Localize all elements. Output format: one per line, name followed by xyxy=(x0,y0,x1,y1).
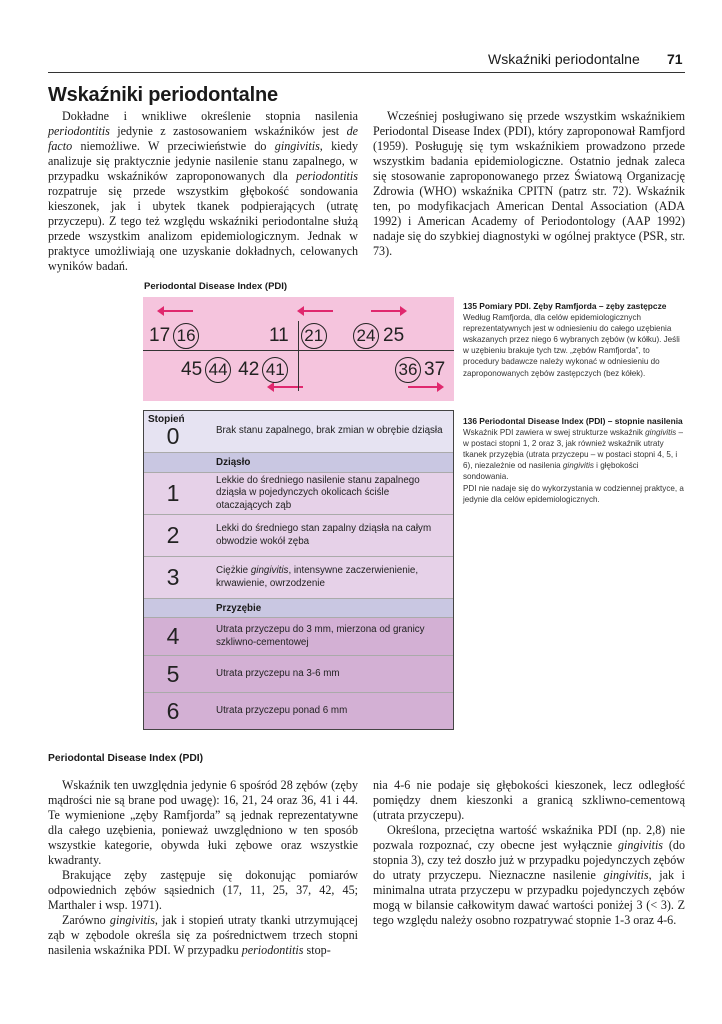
desc-2: Lekki do średniego stan zapalny dziąsła na całym obwodzie wokół zęba xyxy=(216,523,432,547)
table-row-2 xyxy=(144,514,453,556)
upper-right-teeth xyxy=(353,323,404,349)
lower-right-teeth xyxy=(395,357,445,383)
score-1: 1 xyxy=(166,480,180,506)
arrow-right-upper-right xyxy=(371,310,401,312)
page-title: Wskaźniki periodontalne xyxy=(48,84,278,106)
caption-135-body: Według Ramfjorda, dla celów epidemiologicznych reprezentatywnych jest w odniesieniu do całego uzębienia wskazanych przez niego 6 wybranych zębów (w kółku). Jeśli w uzębieniu brakuje tych tzw. „zębów Ramfjorda”, to procedury badawcze należy wykonać w odniesieniu do zaproponowanych zębów zastępczych (bez kółek). xyxy=(463,313,680,378)
body-right-paragraph-1: nia 4-6 nie podaje się głębokości kieszonek, lecz odległość pomiędzy dnem kieszonki a granicą szkliwno-cementową (utrata przyczepu). xyxy=(373,778,685,822)
arrow-left-upper-mid xyxy=(303,310,333,312)
header-rule xyxy=(48,72,685,73)
table-row-4 xyxy=(144,617,453,655)
caption-136-heading: 136 Periodontal Disease Index (PDI) – stopnie nasilenia xyxy=(463,416,683,426)
score-2: 2 xyxy=(166,522,180,548)
tooth-25: 25 xyxy=(383,325,405,346)
upper-mid-teeth xyxy=(269,323,327,349)
pdi-tooth-diagram xyxy=(143,297,454,401)
tooth-17: 17 xyxy=(149,325,171,346)
score-6: 6 xyxy=(166,697,180,724)
desc-6: Utrata przyczepu ponad 6 mm xyxy=(216,704,348,716)
score-3: 3 xyxy=(166,564,180,590)
intro-left-paragraph: Dokładne i wnikliwe określenie stopnia nasilenia periodontitis jedynie z zastosowaniem wskaźników jest de facto niemożliwe. W przeciwieństwie do gingivitis, kiedy analizuje się praktycznie jedynie nasilenie stanu zapalnego, w przypadku wskaźników zaproponowanych dla periodontitis rozpatruje się przede wszystkim głębokość sondowania kieszonek, jak i ubytek tkanek podpierających (utratę przyczepu). Z tego też względu wskaźniki periodontalne służą przede wszystkim analizom epidemiologicznym. Jednak w praktyce umożliwiają one uzyskanie dokładnych, celowanych wyników badań. xyxy=(48,109,358,273)
caption-136-body-2: PDI nie nadaje się do wykorzystania w codziennej praktyce, a jedynie dla celów epidemiologicznych. xyxy=(463,483,684,504)
tooth-11: 11 xyxy=(269,325,289,346)
body-left-column xyxy=(48,778,358,958)
body-left-paragraph-2: Brakujące zęby zastępuje się dokonując pomiarów odpowiednich zębów sąsiednich (17, 11, 25, 37, 42, 45; Marthaler i wsp. 1971). xyxy=(48,868,358,912)
tooth-44-circled: 44 xyxy=(205,357,231,383)
desc-0: Brak stanu zapalnego, brak zmian w obrębie dziąsła xyxy=(216,425,443,437)
score-5: 5 xyxy=(166,660,180,687)
intro-left-column xyxy=(48,109,358,274)
arrow-right-lower-right xyxy=(408,386,438,388)
intro-right-column xyxy=(373,109,685,259)
caption-135-heading: 135 Pomiary PDI. Zęby Ramfjorda – zęby zastępcze xyxy=(463,301,667,311)
caption-136-body: Wskaźnik PDI zawiera w swej strukturze wskaźnik gingivitis – w postaci stopni 1, 2 oraz 3, jak również wskaźnik utraty tkanek przyzębia (utrata przyczepu – w postaci stopni 4, 5, i 6), niezależnie od nasilenia gingivitis i głębokości sondowania. xyxy=(463,428,683,482)
running-title: Wskaźniki periodontalne xyxy=(488,51,640,67)
pdi-severity-table xyxy=(143,410,454,730)
lower-left-teeth xyxy=(181,357,288,383)
table-row-1 xyxy=(144,472,453,514)
body-right-column xyxy=(373,778,685,928)
body-left-paragraph-1: Wskaźnik ten uwzględnia jedynie 6 spośród 28 zębów (zęby mądrości nie są brane pod uwagę): 16, 21, 24 oraz 36, 41 i 44. Te wymienione „zęby Ramfjorda” są jednak reprezentatywne dla całego uzębienia, ponieważ uwzględniono w ten sposób wszystkie kategorie, obywda łuki zębowe oraz wszystkie kwadranty. xyxy=(48,778,358,867)
body-left-paragraph-3: Zarówno gingivitis, jak i stopień utraty tkanki utrzymującej ząb w zębodole określa się za pośrednictwem trzech stopni nasilenia wskaźnika PDI. W przypadku periodontitis stop- xyxy=(48,913,358,957)
body-right-paragraph-2: Określona, przeciętna wartość wskaźnika PDI (np. 2,8) nie pozwala rozpoznać, czy obecne jest wyłącznie gingivitis (do stopnia 3), czy też doszło już w przypadku pojedynczych zębów do utraty przyczepu. Nieznaczne nasilenie gingivitis, jak i minimalna utrata przyczepu w przypadku pojedynczych zębów mogą w bilansie całkowitym dawać wartości poniżej 3 (< 3). Z tego względu należy osobno rozpatrywać stopnie 1-3 oraz 4-6. xyxy=(373,823,685,927)
tooth-41-circled: 41 xyxy=(262,357,288,383)
score-4: 4 xyxy=(166,623,180,649)
tooth-45: 45 xyxy=(181,359,203,380)
score-0: 0 xyxy=(166,423,180,449)
table-row-0 xyxy=(144,411,453,453)
desc-5: Utrata przyczepu na 3-6 mm xyxy=(216,667,340,679)
section-heading: Periodontal Disease Index (PDI) xyxy=(48,753,204,764)
table-row-5 xyxy=(144,655,453,692)
subheader-dziaslo: Dziąsło xyxy=(144,453,453,472)
figure-title: Periodontal Disease Index (PDI) xyxy=(144,281,288,292)
tooth-24-circled: 24 xyxy=(353,323,379,349)
tooth-37: 37 xyxy=(424,359,446,380)
stopien-label: Stopień xyxy=(148,414,185,425)
intro-right-paragraph: Wcześniej posługiwano się przede wszystkim wskaźnikiem Periodontal Disease Index (PDI), który zaproponował Ramfjord (1959). Posługuję się tym wskaźnikiem prowadzono przede wszystkim badania epidemiologiczne. Ostatnio jednak zaleca się stosowanie zaproponowanego przez Światową Organizację Zdrowia (WHO) wskaźnika CPITN (patrz str. 72). Wskaźnik ten, po modyfikacjach American Dental Association (ADA 1992) i American Academy of Periodontology (AAP 1992) nadaje się do szybkiej diagnostyki w ogólnej praktyce (PSR, str. 73). xyxy=(373,109,685,258)
table-row-6 xyxy=(144,692,453,729)
caption-135 xyxy=(463,301,685,379)
tooth-16-circled: 16 xyxy=(173,323,199,349)
upper-left-teeth xyxy=(149,323,199,349)
tooth-21-circled: 21 xyxy=(301,323,327,349)
desc-1: Lekkie do średniego nasilenie stanu zapalnego dziąsła w pojedynczych okolicach ściśle otaczających ząb xyxy=(216,474,420,511)
page-number: 71 xyxy=(667,51,683,67)
desc-4: Utrata przyczepu do 3 mm, mierzona od granicy szkliwno-cementowej xyxy=(216,624,425,648)
subheader-przyzebie: Przyzębie xyxy=(144,598,453,617)
arrow-left-upper-left xyxy=(163,310,193,312)
caption-136 xyxy=(463,416,685,505)
tooth-36-circled: 36 xyxy=(395,357,421,383)
table-row-3 xyxy=(144,556,453,598)
occlusal-line xyxy=(143,350,454,351)
tooth-42: 42 xyxy=(238,359,260,380)
desc-3: Ciężkie gingivitis, intensywne zaczerwienienie, krwawienie, owrzodzenie xyxy=(216,565,419,589)
